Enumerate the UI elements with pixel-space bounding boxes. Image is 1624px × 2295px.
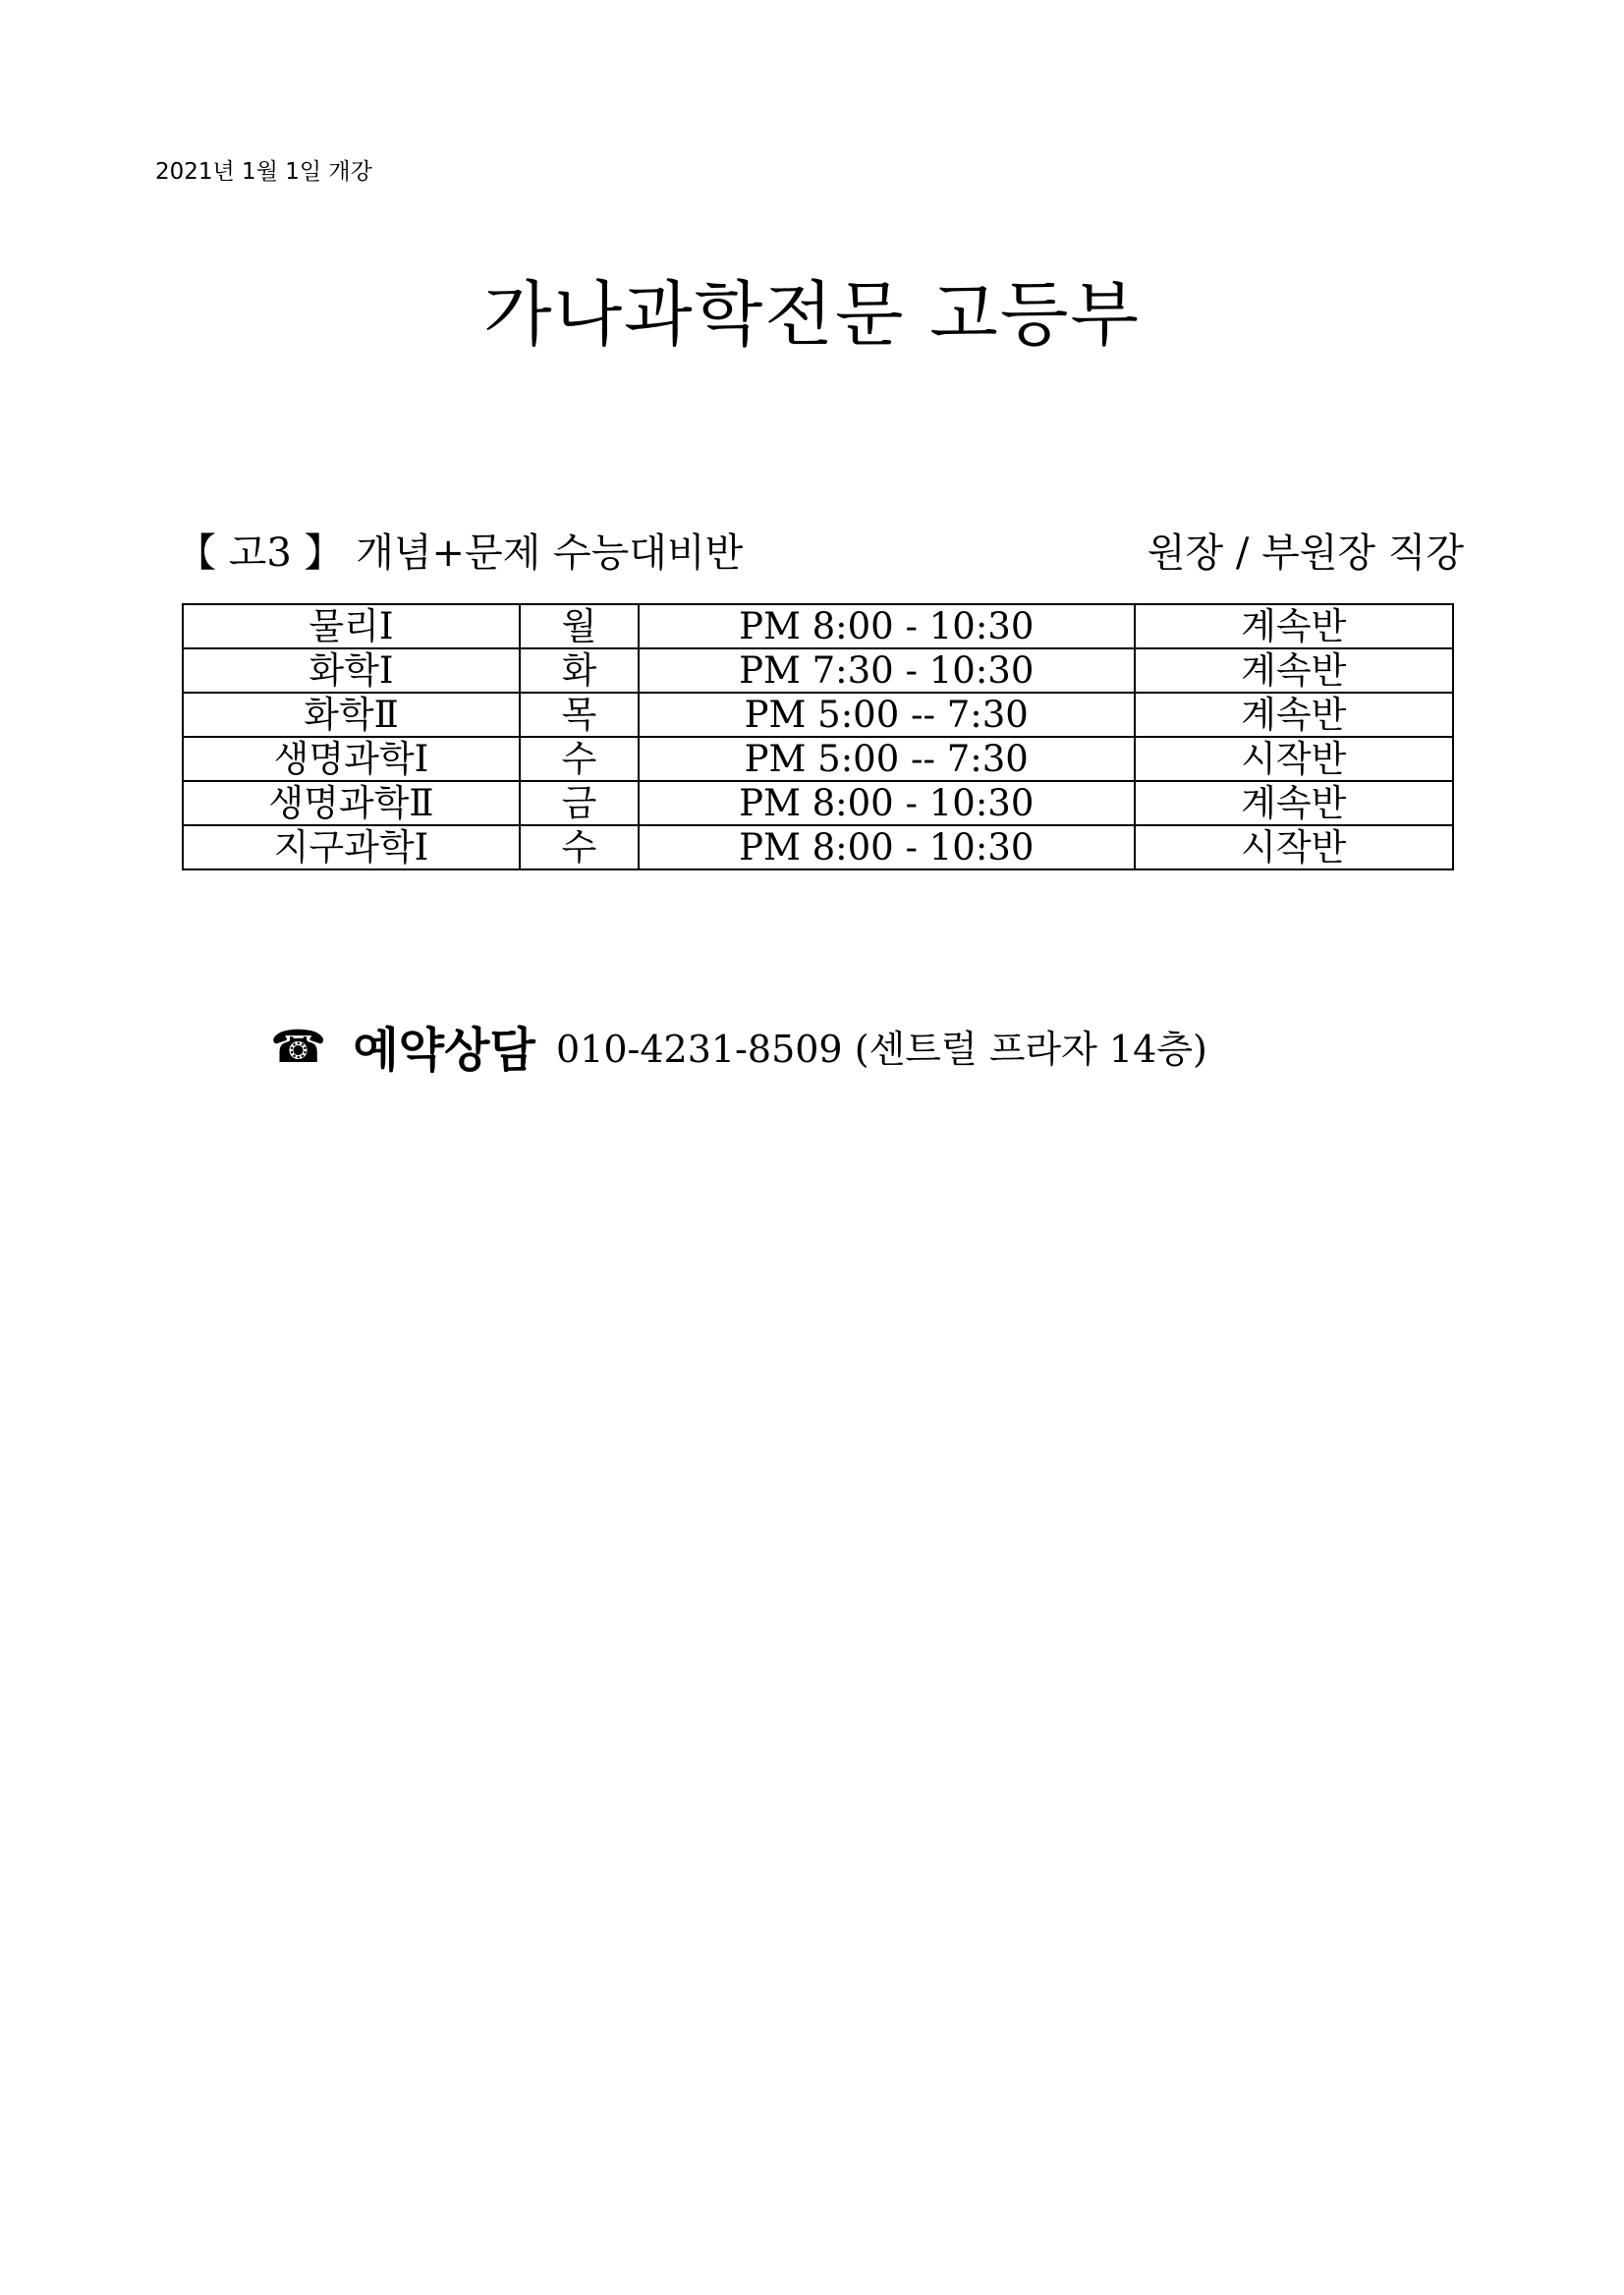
schedule-table [182, 603, 1454, 870]
status-cell: 계속반 [1135, 693, 1453, 737]
status-cell: 계속반 [1135, 604, 1453, 648]
status-cell: 계속반 [1135, 648, 1453, 693]
subject-cell: 생명과학Ⅱ [183, 781, 520, 825]
time-cell: PM 5:00 -- 7:30 [639, 737, 1135, 781]
opening-date: 2021년 1월 1일 개강 [155, 159, 372, 185]
table-row [183, 604, 1453, 648]
telephone-icon: ☎ [270, 1019, 327, 1073]
day-cell: 월 [520, 604, 639, 648]
day-cell: 수 [520, 825, 639, 869]
table-row [183, 648, 1453, 693]
status-cell: 시작반 [1135, 737, 1453, 781]
table-row [183, 781, 1453, 825]
time-cell: PM 8:00 - 10:30 [639, 825, 1135, 869]
status-cell: 시작반 [1135, 825, 1453, 869]
status-cell: 계속반 [1135, 781, 1453, 825]
table-row [183, 693, 1453, 737]
contact-label: 예약상담 [353, 1023, 535, 1078]
time-cell: PM 8:00 - 10:30 [639, 604, 1135, 648]
course-label: 【 고3 】 개념+문제 수능대비반 [177, 531, 744, 576]
subject-cell: 지구과학Ⅰ [183, 825, 520, 869]
subject-cell: 물리Ⅰ [183, 604, 520, 648]
time-cell: PM 8:00 - 10:30 [639, 781, 1135, 825]
day-cell: 금 [520, 781, 639, 825]
time-cell: PM 7:30 - 10:30 [639, 648, 1135, 693]
subject-cell: 화학Ⅰ [183, 648, 520, 693]
day-cell: 수 [520, 737, 639, 781]
subject-cell: 생명과학Ⅰ [183, 737, 520, 781]
page-title: 가나과학전문 고등부 [483, 273, 1141, 356]
table-row [183, 825, 1453, 869]
table-row [183, 737, 1453, 781]
day-cell: 화 [520, 648, 639, 693]
contact-details: 010-4231-8509 (센트럴 프라자 14층) [555, 1028, 1207, 1071]
time-cell: PM 5:00 -- 7:30 [639, 693, 1135, 737]
subject-cell: 화학Ⅱ [183, 693, 520, 737]
day-cell: 목 [520, 693, 639, 737]
course-instructor: 원장 / 부원장 직강 [1147, 531, 1464, 576]
contact-line [270, 1012, 1207, 1078]
course-header [177, 522, 1464, 576]
